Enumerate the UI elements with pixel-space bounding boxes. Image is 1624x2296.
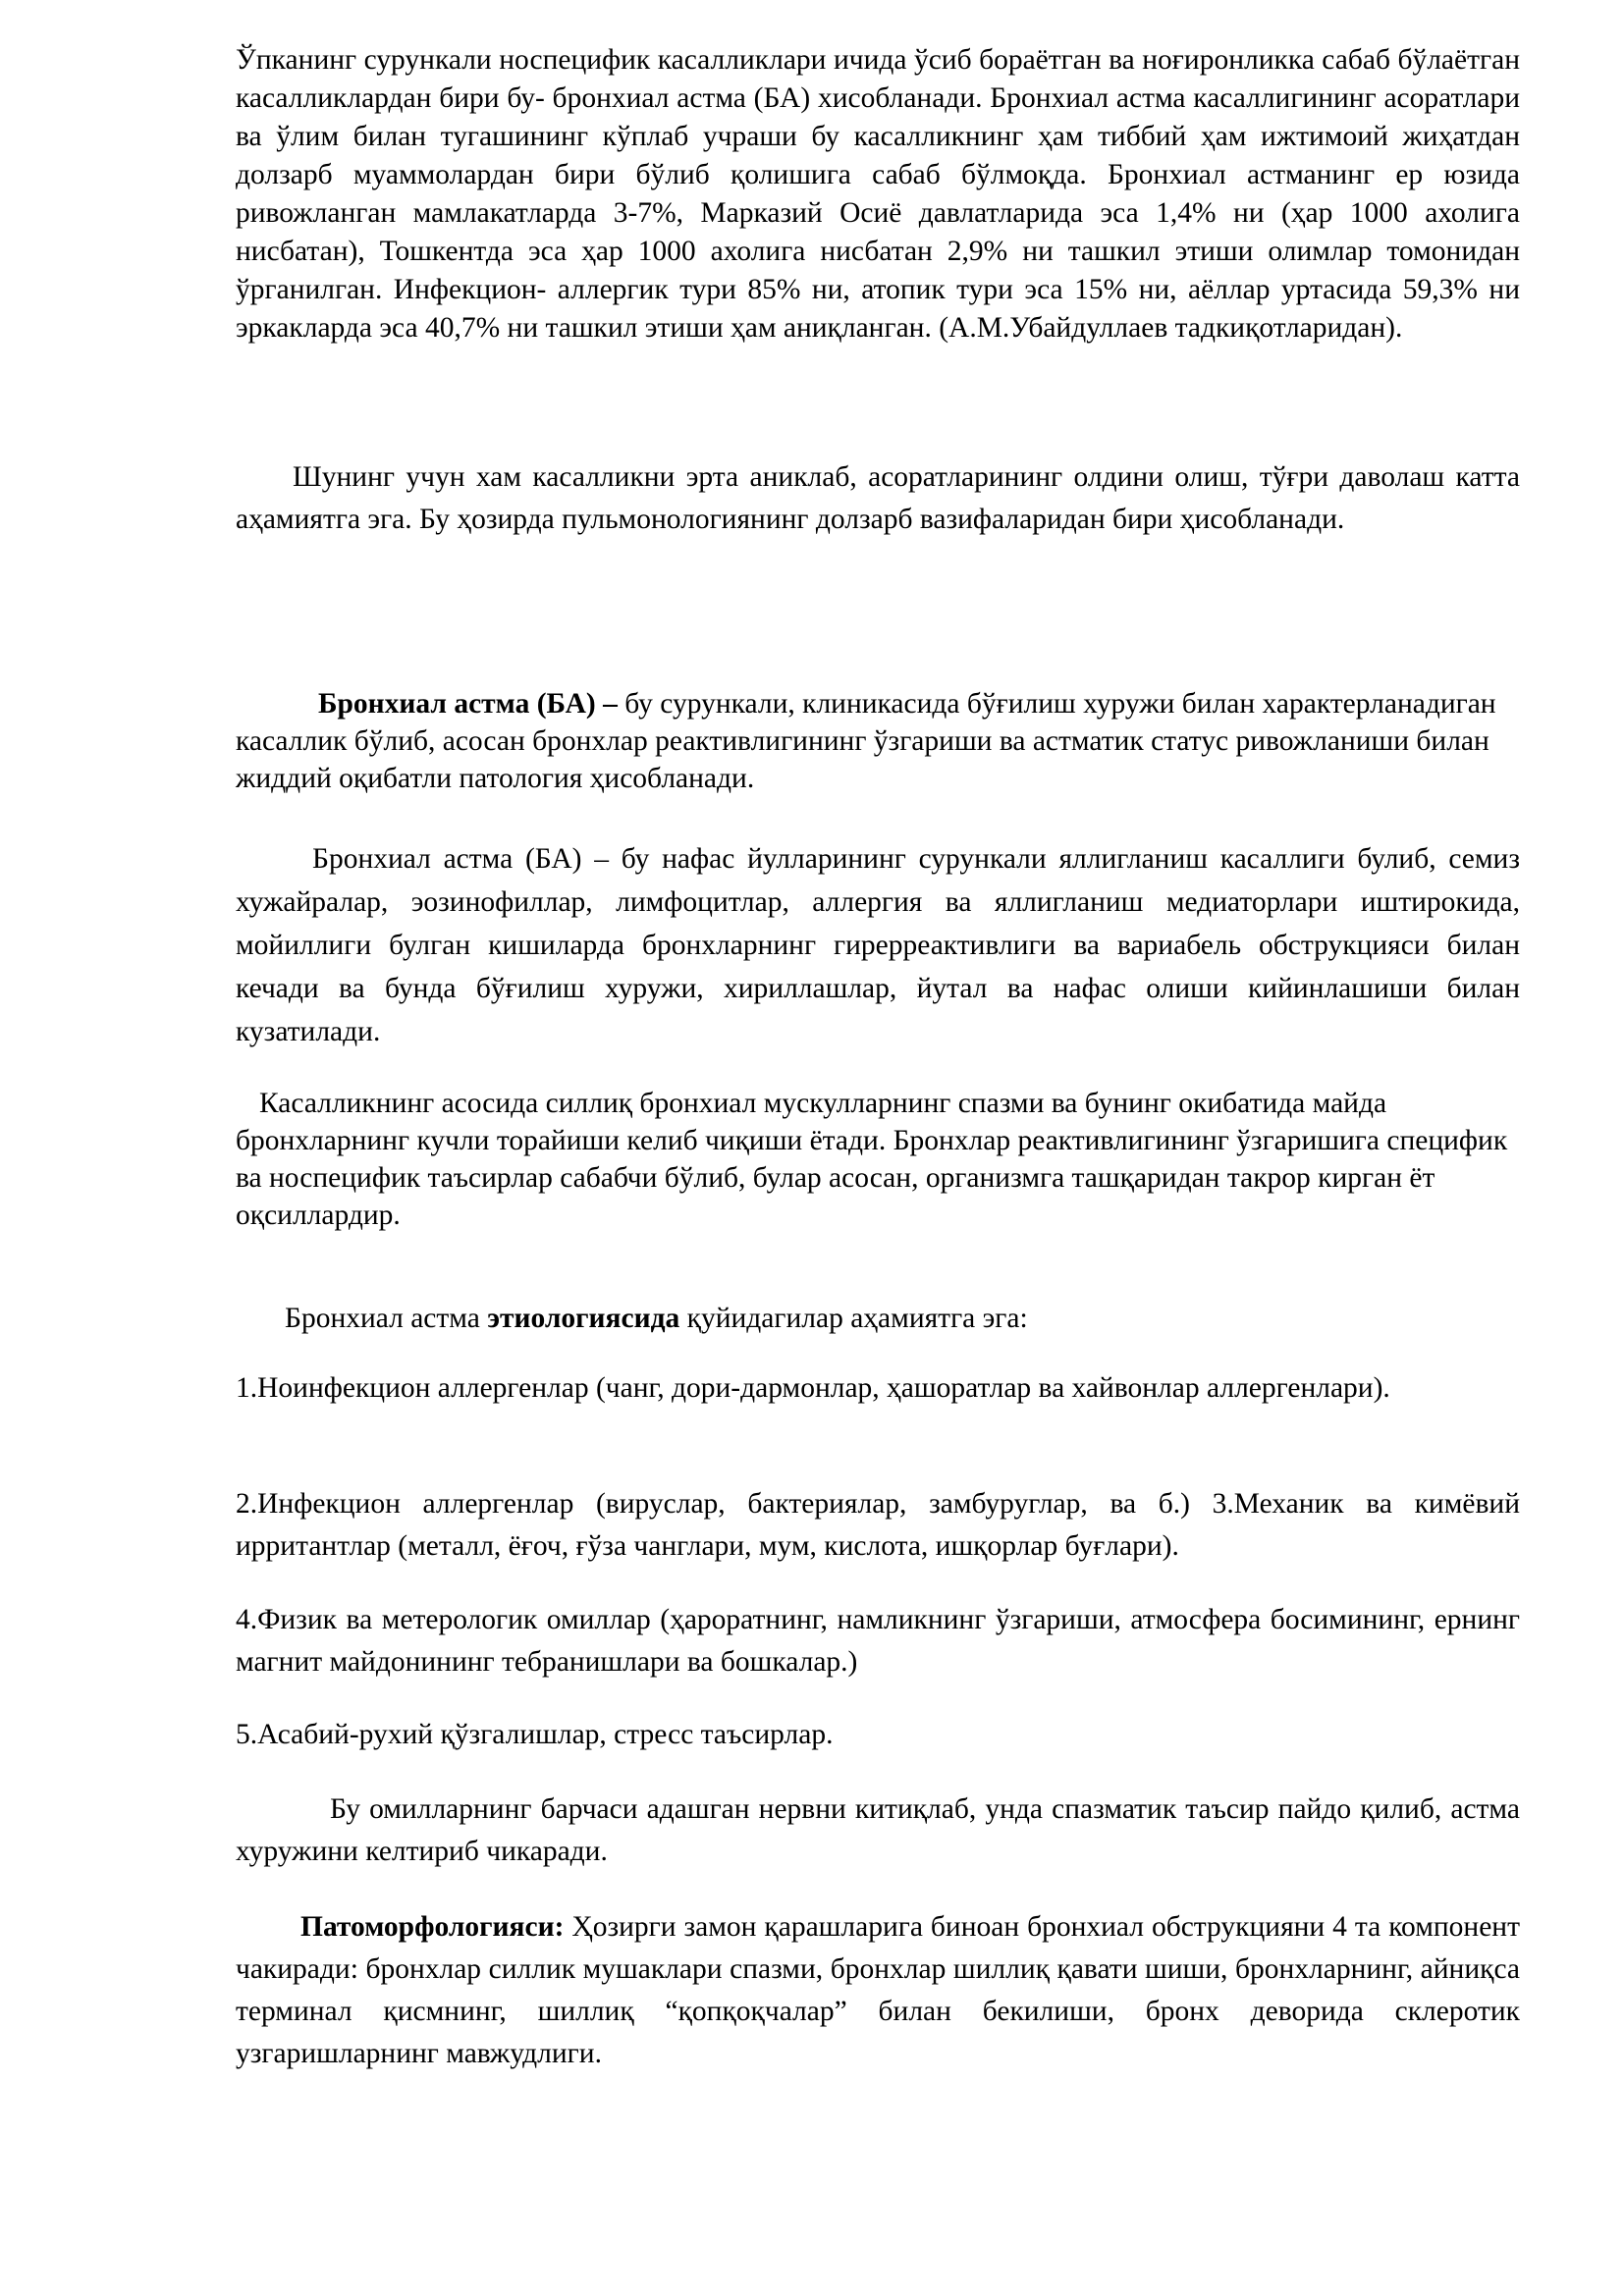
pathomorphology-term: Патоморфологияси: [300, 1911, 565, 1943]
definition-text: бу сурункали, клиникасида бўғилиш хуружи билан характерланадиган касаллик бўлиб, асосан бронхлар реактивлигининг ўзгариши ва астматик статус ривожланиши билан жиддий оқибатли патология ҳисобланади. [236, 688, 1496, 794]
etiology-term: этиологиясида [487, 1303, 680, 1334]
etiology-summary: Бу омилларнинг барчаси адашган нервни китиқлаб, унда спазматик таъсир пайдо қилиб, астма хуружини келтириб чикаради. [236, 1793, 1520, 1867]
intro-paragraph: Ўпканинг сурункали носпецифик касалликлари ичида ўсиб бораётган ва ноғиронликка сабаб бўлаётган касалликлардан бири бу- бронхиал астма (БА) хисобланади. Бронхиал астма касаллигининг асоратлари ва ўлим билан тугашининг кўплаб учраши бу касалликнинг ҳам тиббий ҳам ижтимоий жиҳатдан долзарб муаммолардан бири бўлиб қолишига сабаб бўлмоқда. Бронхиал астманинг ер юзида ривожланган мамлакатларда 3-7%, Марказий Осиё давлатларида эса 1,4% ни (ҳар 1000 ахолига нисбатан), Тошкентда эса ҳар 1000 ахолига нисбатан 2,9% ни ташкил этиши олимлар томонидан ўрганилган. Инфекцион- аллергик тури 85% ни, атопик тури эса 15% ни, аёллар уртасида 59,3% ни эркакларда эса 40,7% ни ташкил этиши ҳам аниқланган. (А.М.Убайдуллаев тадкиқотларидан). [236, 44, 1520, 344]
etiology-item-2-3: 2.Инфекцион аллергенлар (вируслар, бактериялар, замбуруглар, ва б.) 3.Механик ва кимёвий ирритантлар (металл, ёғоч, ғўза чанглари, мум, кислота, ишқорлар буғлари). [236, 1488, 1520, 1562]
etiology-item-5: 5.Асабий-рухий қўзгалишлар, стресс таъсирлар. [236, 1719, 834, 1750]
definition-paragraph [236, 685, 1520, 797]
definition-term: Бронхиал астма (БА) – [318, 688, 618, 720]
importance-paragraph: Шунинг учун хам касалликни эрта аниклаб, асоратларининг олдини олиш, тўғри даволаш катта аҳамиятга эга. Бу ҳозирда пульмонологиянинг долзарб вазифаларидан бири ҳисобланади. [236, 461, 1520, 535]
definition-paragraph-2: Бронхиал астма (БА) – бу нафас йулларининг сурункали яллигланиш касаллиги булиб, семиз хужайралар, эозинофиллар, лимфоцитлар, аллергия ва яллигланиш медиаторлари иштирокида, мойиллиги булган кишиларда бронхларнинг гирерреактивлиги ва вариабель обструкцияси билан кечади ва бунда бўғилиш хуружи, хириллашлар, йутал ва нафас олиши кийинлашиши билан кузатилади. [236, 843, 1520, 1047]
etiology-heading-end: қуйидагилар аҳамиятга эга: [679, 1303, 1028, 1334]
etiology-heading [236, 1299, 1520, 1338]
etiology-item-4: 4.Физик ва метерологик омиллар (ҳароратнинг, намликнинг ўзгариши, атмосфера босимининг, ернинг магнит майдонининг тебранишлари ва бошкалар.) [236, 1604, 1520, 1678]
pathomorphology-text: Ҳозирги замон қарашларига биноан бронхиал обструкцияни 4 та компонент чакиради: бронхлар силлик мушаклари спазми, бронхлар шиллиқ қавати шиши, бронхларнинг, айниқса терминал қисмнинг, шиллиқ “қопқоқчалар” билан бекилиши, бронх деворида склеротик узгаришларнинг мавжудлиги. [236, 1911, 1520, 2069]
etiology-item-1: 1.Ноинфекцион аллергенлар (чанг, дори-дармонлар, ҳашоратлар ва хайвонлар аллергенлари). [236, 1372, 1390, 1404]
pathomorphology-paragraph [236, 1906, 1520, 2075]
pathogenesis-paragraph: Касалликнинг асосида силлиқ бронхиал мускулларнинг спазми ва бунинг окибатида майда бронхларнинг кучли торайиши келиб чиқиши ётади. Бронхлар реактивлигининг ўзгаришига специфик ва носпецифик таъсирлар сабабчи бўлиб, булар асосан, организмга ташқаридан такрор кирган ёт оқсиллардир. [236, 1088, 1508, 1231]
etiology-heading-start: Бронхиал астма [285, 1303, 488, 1334]
